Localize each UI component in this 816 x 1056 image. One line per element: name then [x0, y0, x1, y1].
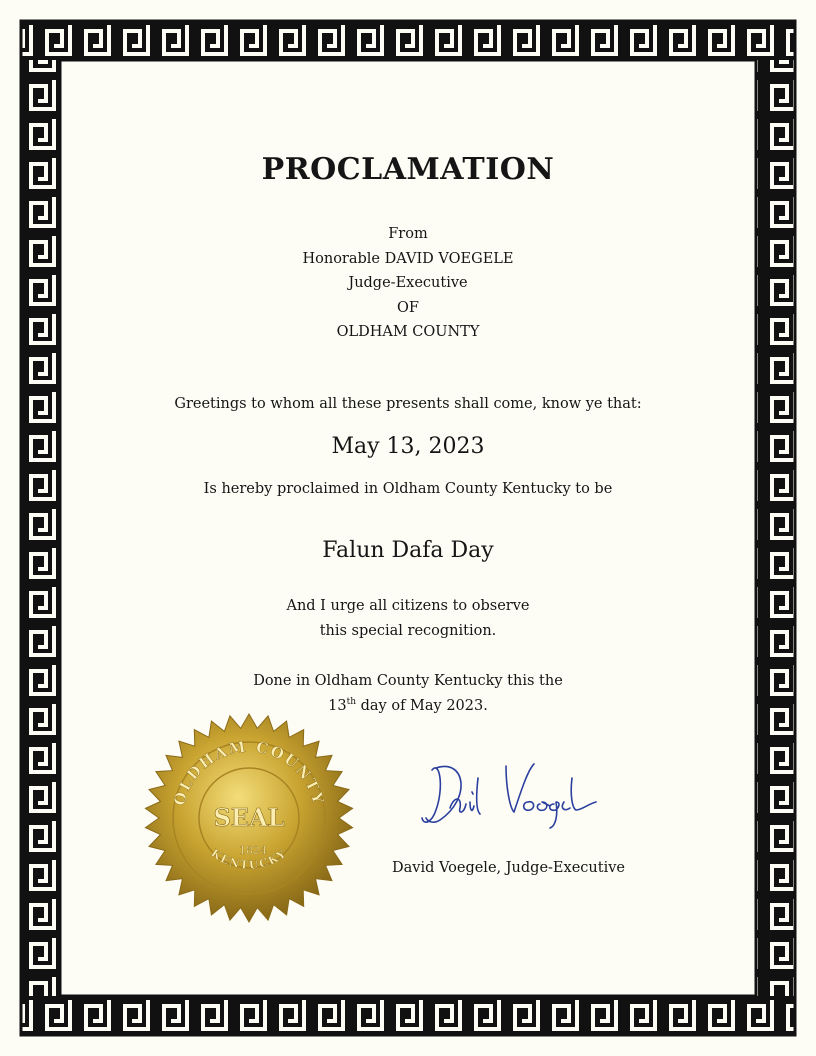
- seal-top-text: OLDHAM COUNTY: [170, 737, 328, 808]
- proclamation-date: May 13, 2023: [331, 434, 485, 459]
- proclaimed-line: Is hereby proclaimed in Oldham County Kentucky to be: [203, 481, 613, 497]
- border-top: [21, 21, 795, 60]
- urge-line-1: And I urge all citizens to observe: [286, 598, 530, 614]
- seal-center-text: SEAL: [213, 803, 285, 832]
- official-name: Honorable DAVID VOEGELE: [302, 250, 514, 267]
- done-line-2: [0, 694, 816, 719]
- border-right: [756, 60, 795, 996]
- county-name: OLDHAM COUNTY: [336, 324, 480, 340]
- urge-line-2: this special recognition.: [319, 622, 497, 639]
- done-day: 13: [328, 697, 347, 714]
- done-line-1: Done in Oldham County Kentucky this the: [253, 673, 563, 689]
- done-day-suffix: th: [346, 696, 356, 707]
- done-block: [0, 669, 816, 718]
- border-left: [21, 60, 60, 996]
- urge-block: [0, 594, 816, 643]
- day-name: Falun Dafa Day: [322, 538, 494, 563]
- greeting-line: Greetings to whom all these presents shall come, know ye that:: [174, 396, 642, 412]
- border-bottom: [21, 996, 795, 1035]
- from-label: From: [388, 226, 428, 242]
- office-title: Judge-Executive: [348, 275, 468, 291]
- signatory-name: David Voegele, Judge-Executive: [392, 860, 625, 876]
- seal-year: 1824: [239, 844, 267, 857]
- seal-bottom-text: KENTUCKY: [208, 846, 290, 872]
- done-line-2-rest: day of May 2023.: [356, 697, 488, 714]
- document-title: PROCLAMATION: [261, 152, 555, 187]
- county-seal: [143, 712, 355, 924]
- of-label: OF: [397, 299, 419, 316]
- issuer-block: [0, 222, 816, 345]
- handwritten-signature: [410, 748, 610, 838]
